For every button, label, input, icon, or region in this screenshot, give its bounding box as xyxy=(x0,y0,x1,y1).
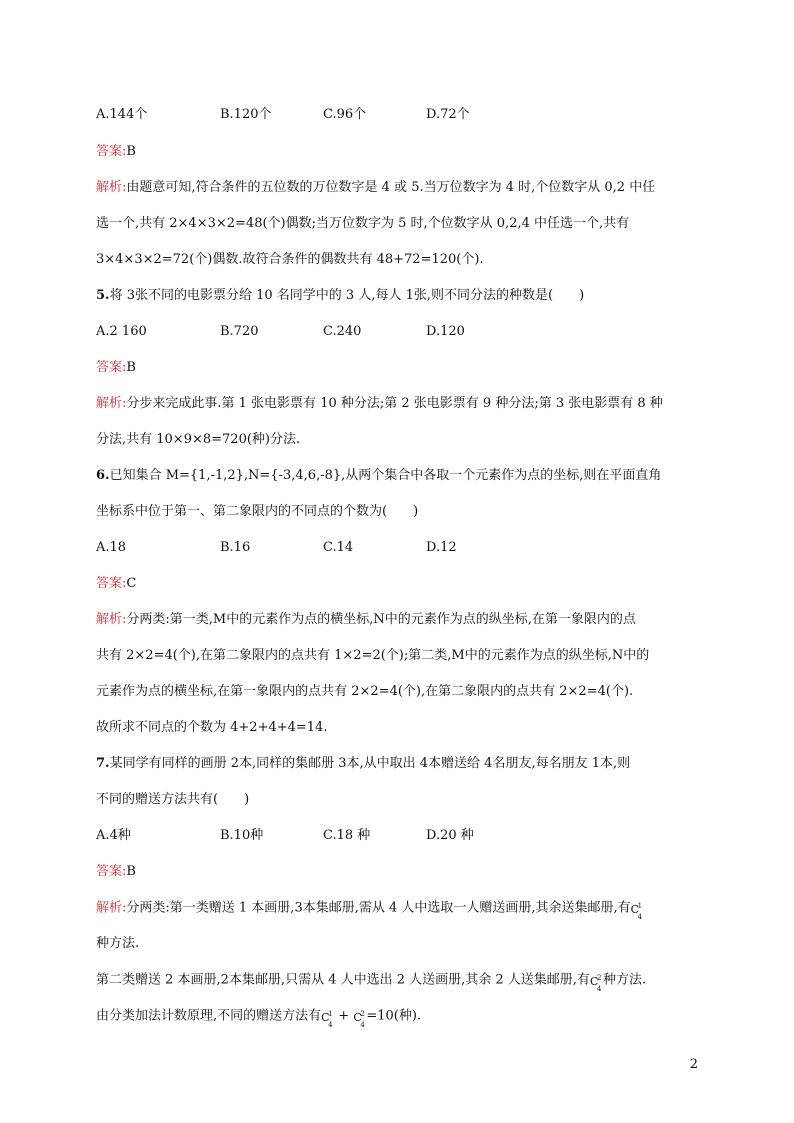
combination-c-4-1 xyxy=(630,899,644,921)
analysis-text: 由分类加法计数原理,不同的赠送方法有 xyxy=(96,1008,322,1024)
comb-letter: C xyxy=(589,975,599,988)
q4-answer xyxy=(96,143,136,161)
comb-n: 4 xyxy=(360,1021,365,1029)
analysis-text: 分步来完成此事.第 1 张电影票有 10 种分法;第 2 张电影票有 9 种分法;第 3 张电影票有 8 种 xyxy=(126,396,663,411)
answer-label: 答案: xyxy=(96,144,127,159)
answer-label: 答案: xyxy=(96,360,127,375)
q7-answer xyxy=(96,863,136,881)
analysis-text: 由题意可知,符合条件的五位数的万位数字是 4 或 5.当万位数字为 4 时,个位数字从 0,2 中任 xyxy=(126,180,656,195)
q7-analysis-line-4 xyxy=(96,1007,422,1029)
q6-option-c: C.14 xyxy=(323,540,354,555)
q5-option-d: D.120 xyxy=(426,324,465,339)
q6-option-a: A.18 xyxy=(96,540,127,555)
comb-k: 1 xyxy=(637,902,643,910)
question-text: 已知集合 M={1,-1,2},N={-3,4,6,-8},从两个集合中各取一个元素作为点的坐标,则在平面直角 xyxy=(109,468,662,483)
page-number: 2 xyxy=(689,1057,698,1072)
q4-option-a: A.144个 xyxy=(96,107,148,122)
question-text: 某同学有同样的画册 2本,同样的集邮册 3本,从中取出 4本赠送给 4名朋友,每名朋友 1本,则 xyxy=(109,756,631,771)
q5-analysis-line-2: 分法,共有 10×9×8=720(种)分法. xyxy=(96,432,301,447)
comb-letter: C xyxy=(321,1011,330,1024)
q5-options xyxy=(96,323,465,341)
q6-option-b: B.16 xyxy=(220,540,251,555)
q7-option-b: B.10种 xyxy=(220,828,264,843)
q7-analysis-line-2: 种方法. xyxy=(96,936,140,951)
analysis-text: 第二类赠送 2 本画册,2本集邮册,只需从 4 人中选出 2 人送画册,其余 2 人送集邮册,有 xyxy=(96,972,590,988)
comb-k: 1 xyxy=(328,1010,333,1018)
q6-analysis-line-1 xyxy=(96,611,636,629)
comb-letter: C xyxy=(353,1011,362,1024)
question-text: 将 3张不同的电影票分给 10 名同学中的 3 人,每人 1张,则不同分法的种数是( ) xyxy=(109,288,585,303)
q5-stem xyxy=(96,287,584,305)
q5-option-c: C.240 xyxy=(323,324,362,339)
answer-value: C xyxy=(126,576,137,591)
answer-label: 答案: xyxy=(96,864,127,879)
question-number: 5. xyxy=(96,288,110,303)
combination-c-4-2 xyxy=(589,971,603,993)
analysis-text: 分两类:第一类赠送 1 本画册,3本集邮册,需从 4 人中选取一人赠送画册,其余送集邮册,有 xyxy=(126,900,631,916)
comb-n: 4 xyxy=(637,913,643,921)
q4-analysis-line-2: 选一个,共有 2×4×3×2=48(个)偶数;当万位数字为 5 时,个位数字从 0,2,4 中任选一个,共有 xyxy=(96,216,630,231)
answer-value: B xyxy=(126,360,136,375)
q4-analysis-line-1 xyxy=(96,179,655,197)
q6-analysis-line-3: 元素作为点的横坐标,在第一象限内的点共有 2×2=4(个),在第二象限内的点共有 2×2=4(个). xyxy=(96,684,634,699)
analysis-label: 解析: xyxy=(96,180,127,195)
answer-value: B xyxy=(126,864,136,879)
q6-analysis-line-4: 故所求不同点的个数为 4+2+4+4=14. xyxy=(96,720,328,735)
q4-option-c: C.96个 xyxy=(323,107,367,122)
q7-analysis-line-1 xyxy=(96,899,644,921)
answer-value: B xyxy=(126,144,136,159)
analysis-label: 解析: xyxy=(96,396,127,411)
q6-option-d: D.12 xyxy=(426,540,457,555)
combination-c-4-2 xyxy=(353,1007,366,1029)
combination-c-4-1 xyxy=(321,1007,334,1029)
question-number: 6. xyxy=(96,468,110,483)
question-number: 7. xyxy=(96,756,110,771)
q7-option-c: C.18 种 xyxy=(323,828,371,843)
comb-k: 2 xyxy=(360,1010,365,1018)
plus-sign: + xyxy=(334,1008,354,1024)
q7-option-d: D.20 种 xyxy=(426,828,474,843)
q4-options xyxy=(96,106,470,124)
analysis-label: 解析: xyxy=(96,612,127,627)
q4-analysis-line-3: 3×4×3×2=72(个)偶数.故符合条件的偶数共有 48+72=120(个). xyxy=(96,252,484,267)
answer-label: 答案: xyxy=(96,576,127,591)
analysis-text: =10(种). xyxy=(366,1008,422,1024)
q5-option-b: B.720 xyxy=(220,324,259,339)
q5-answer xyxy=(96,359,136,377)
q5-option-a: A.2 160 xyxy=(96,324,147,339)
comb-n: 4 xyxy=(328,1021,333,1029)
q6-stem-line-2: 坐标系中位于第一、第二象限内的不同点的个数为( ) xyxy=(96,504,419,519)
analysis-text: 种方法. xyxy=(602,972,647,988)
q5-analysis-line-1 xyxy=(96,395,663,413)
q7-stem-line-2: 不同的赠送方法共有( ) xyxy=(96,792,250,807)
q7-option-a: A.4种 xyxy=(96,828,131,843)
comb-n: 4 xyxy=(596,985,602,993)
q7-options xyxy=(96,827,474,845)
analysis-text: 分两类:第一类,M中的元素作为点的横坐标,N中的元素作为点的纵坐标,在第一象限内的点 xyxy=(126,612,636,627)
q6-options xyxy=(96,539,457,557)
q6-analysis-line-2: 共有 2×2=4(个),在第二象限内的点共有 1×2=2(个);第二类,M中的元素作为点的纵坐标,N中的 xyxy=(96,648,650,663)
q6-answer xyxy=(96,575,136,593)
analysis-label: 解析: xyxy=(96,900,127,916)
q4-option-b: B.120个 xyxy=(220,107,272,122)
q7-stem-line-1 xyxy=(96,755,630,773)
comb-k: 2 xyxy=(596,974,602,982)
q4-option-d: D.72个 xyxy=(426,107,470,122)
q7-analysis-line-3 xyxy=(96,971,647,993)
comb-letter: C xyxy=(630,903,640,916)
q6-stem-line-1 xyxy=(96,467,661,485)
